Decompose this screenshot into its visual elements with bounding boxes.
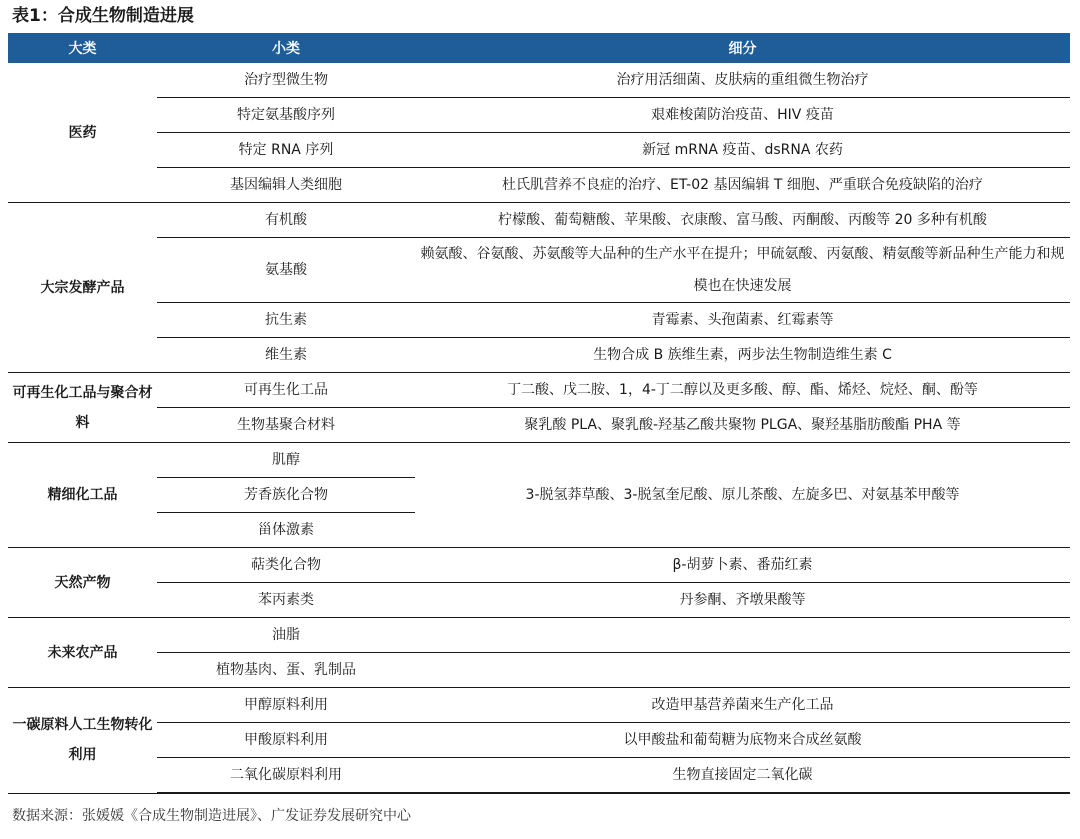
table-row xyxy=(8,338,1070,373)
table-row xyxy=(8,408,1070,443)
subcategory-cell: 特定 RNA 序列 xyxy=(157,133,415,168)
table-row xyxy=(8,303,1070,338)
subcategory-cell: 肌醇 xyxy=(157,443,415,478)
subcategory-cell: 特定氨基酸序列 xyxy=(157,98,415,133)
subcategory-cell: 芳香族化合物 xyxy=(157,478,415,513)
detail-cell: 青霉素、头孢菌素、红霉素等 xyxy=(415,303,1070,338)
subcategory-cell: 抗生素 xyxy=(157,303,415,338)
category-cell: 精细化工品 xyxy=(8,443,157,548)
detail-cell: 以甲酸盐和葡萄糖为底物来合成丝氨酸 xyxy=(415,723,1070,758)
category-cell: 医药 xyxy=(8,63,157,203)
table-row xyxy=(8,443,1070,478)
table-row xyxy=(8,618,1070,653)
subcategory-cell: 植物基肉、蛋、乳制品 xyxy=(157,653,415,688)
subcategory-cell: 油脂 xyxy=(157,618,415,653)
subcategory-cell: 维生素 xyxy=(157,338,415,373)
subcategory-cell: 甾体激素 xyxy=(157,513,415,548)
table-row xyxy=(8,203,1070,238)
detail-cell: 新冠 mRNA 疫苗、dsRNA 农药 xyxy=(415,133,1070,168)
table-row xyxy=(8,723,1070,758)
subcategory-cell: 萜类化合物 xyxy=(157,548,415,583)
table-row xyxy=(8,373,1070,408)
table-row xyxy=(8,168,1070,203)
detail-cell: 丹参酮、齐墩果酸等 xyxy=(415,583,1070,618)
detail-cell: 赖氨酸、谷氨酸、苏氨酸等大品种的生产水平在提升；甲硫氨酸、丙氨酸、精氨酸等新品种生产能力和规模也在快速发展 xyxy=(415,238,1070,303)
table-row xyxy=(8,63,1070,98)
table-row xyxy=(8,133,1070,168)
table-row xyxy=(8,238,1070,303)
detail-cell: 改造甲基营养菌来生产化工品 xyxy=(415,688,1070,723)
category-cell: 未来农产品 xyxy=(8,618,157,688)
detail-cell: 杜氏肌营养不良症的治疗、ET-02 基因编辑 T 细胞、严重联合免疫缺陷的治疗 xyxy=(415,168,1070,203)
synbio-table xyxy=(8,33,1070,794)
subcategory-cell: 甲酸原料利用 xyxy=(157,723,415,758)
header-minor: 小类 xyxy=(157,33,415,63)
subcategory-cell: 治疗型微生物 xyxy=(157,63,415,98)
table-row xyxy=(8,653,1070,688)
header-row xyxy=(8,33,1070,63)
category-cell: 可再生化工品与聚合材料 xyxy=(8,373,157,443)
subcategory-cell: 氨基酸 xyxy=(157,238,415,303)
detail-cell: 治疗用活细菌、皮肤病的重组微生物治疗 xyxy=(415,63,1070,98)
subcategory-cell: 苯丙素类 xyxy=(157,583,415,618)
detail-cell: 聚乳酸 PLA、聚乳酸-羟基乙酸共聚物 PLGA、聚羟基脂肪酸酯 PHA 等 xyxy=(415,408,1070,443)
subcategory-cell: 甲醇原料利用 xyxy=(157,688,415,723)
category-cell: 天然产物 xyxy=(8,548,157,618)
data-source-note: 数据来源：张媛媛《合成生物制造进展》、广发证券发展研究中心 xyxy=(12,808,411,824)
subcategory-cell: 二氧化碳原料利用 xyxy=(157,758,415,794)
subcategory-cell: 生物基聚合材料 xyxy=(157,408,415,443)
detail-cell: β-胡萝卜素、番茄红素 xyxy=(415,548,1070,583)
category-cell: 大宗发酵产品 xyxy=(8,203,157,373)
detail-cell: 生物合成 B 族维生素，两步法生物制造维生素 C xyxy=(415,338,1070,373)
detail-cell: 艰难梭菌防治疫苗、HIV 疫苗 xyxy=(415,98,1070,133)
table-row xyxy=(8,583,1070,618)
detail-cell: 柠檬酸、葡萄糖酸、苹果酸、衣康酸、富马酸、丙酮酸、丙酸等 20 多种有机酸 xyxy=(415,203,1070,238)
category-cell: 一碳原料人工生物转化利用 xyxy=(8,688,157,794)
header-detail: 细分 xyxy=(415,33,1070,63)
table-title: 表1：合成生物制造进展 xyxy=(12,6,194,26)
subcategory-cell: 可再生化工品 xyxy=(157,373,415,408)
detail-cell: 生物直接固定二氧化碳 xyxy=(415,758,1070,794)
detail-cell: 丁二酸、戊二胺、1，4-丁二醇以及更多酸、醇、酯、烯烃、烷烃、酮、酚等 xyxy=(415,373,1070,408)
detail-cell xyxy=(415,618,1070,653)
table-row xyxy=(8,98,1070,133)
table-row xyxy=(8,758,1070,794)
header-major: 大类 xyxy=(8,33,157,63)
table-row xyxy=(8,548,1070,583)
detail-cell: 3-脱氢莽草酸、3-脱氢奎尼酸、原儿茶酸、左旋多巴、对氨基苯甲酸等 xyxy=(415,443,1070,548)
detail-cell xyxy=(415,653,1070,688)
subcategory-cell: 基因编辑人类细胞 xyxy=(157,168,415,203)
subcategory-cell: 有机酸 xyxy=(157,203,415,238)
table-row xyxy=(8,688,1070,723)
